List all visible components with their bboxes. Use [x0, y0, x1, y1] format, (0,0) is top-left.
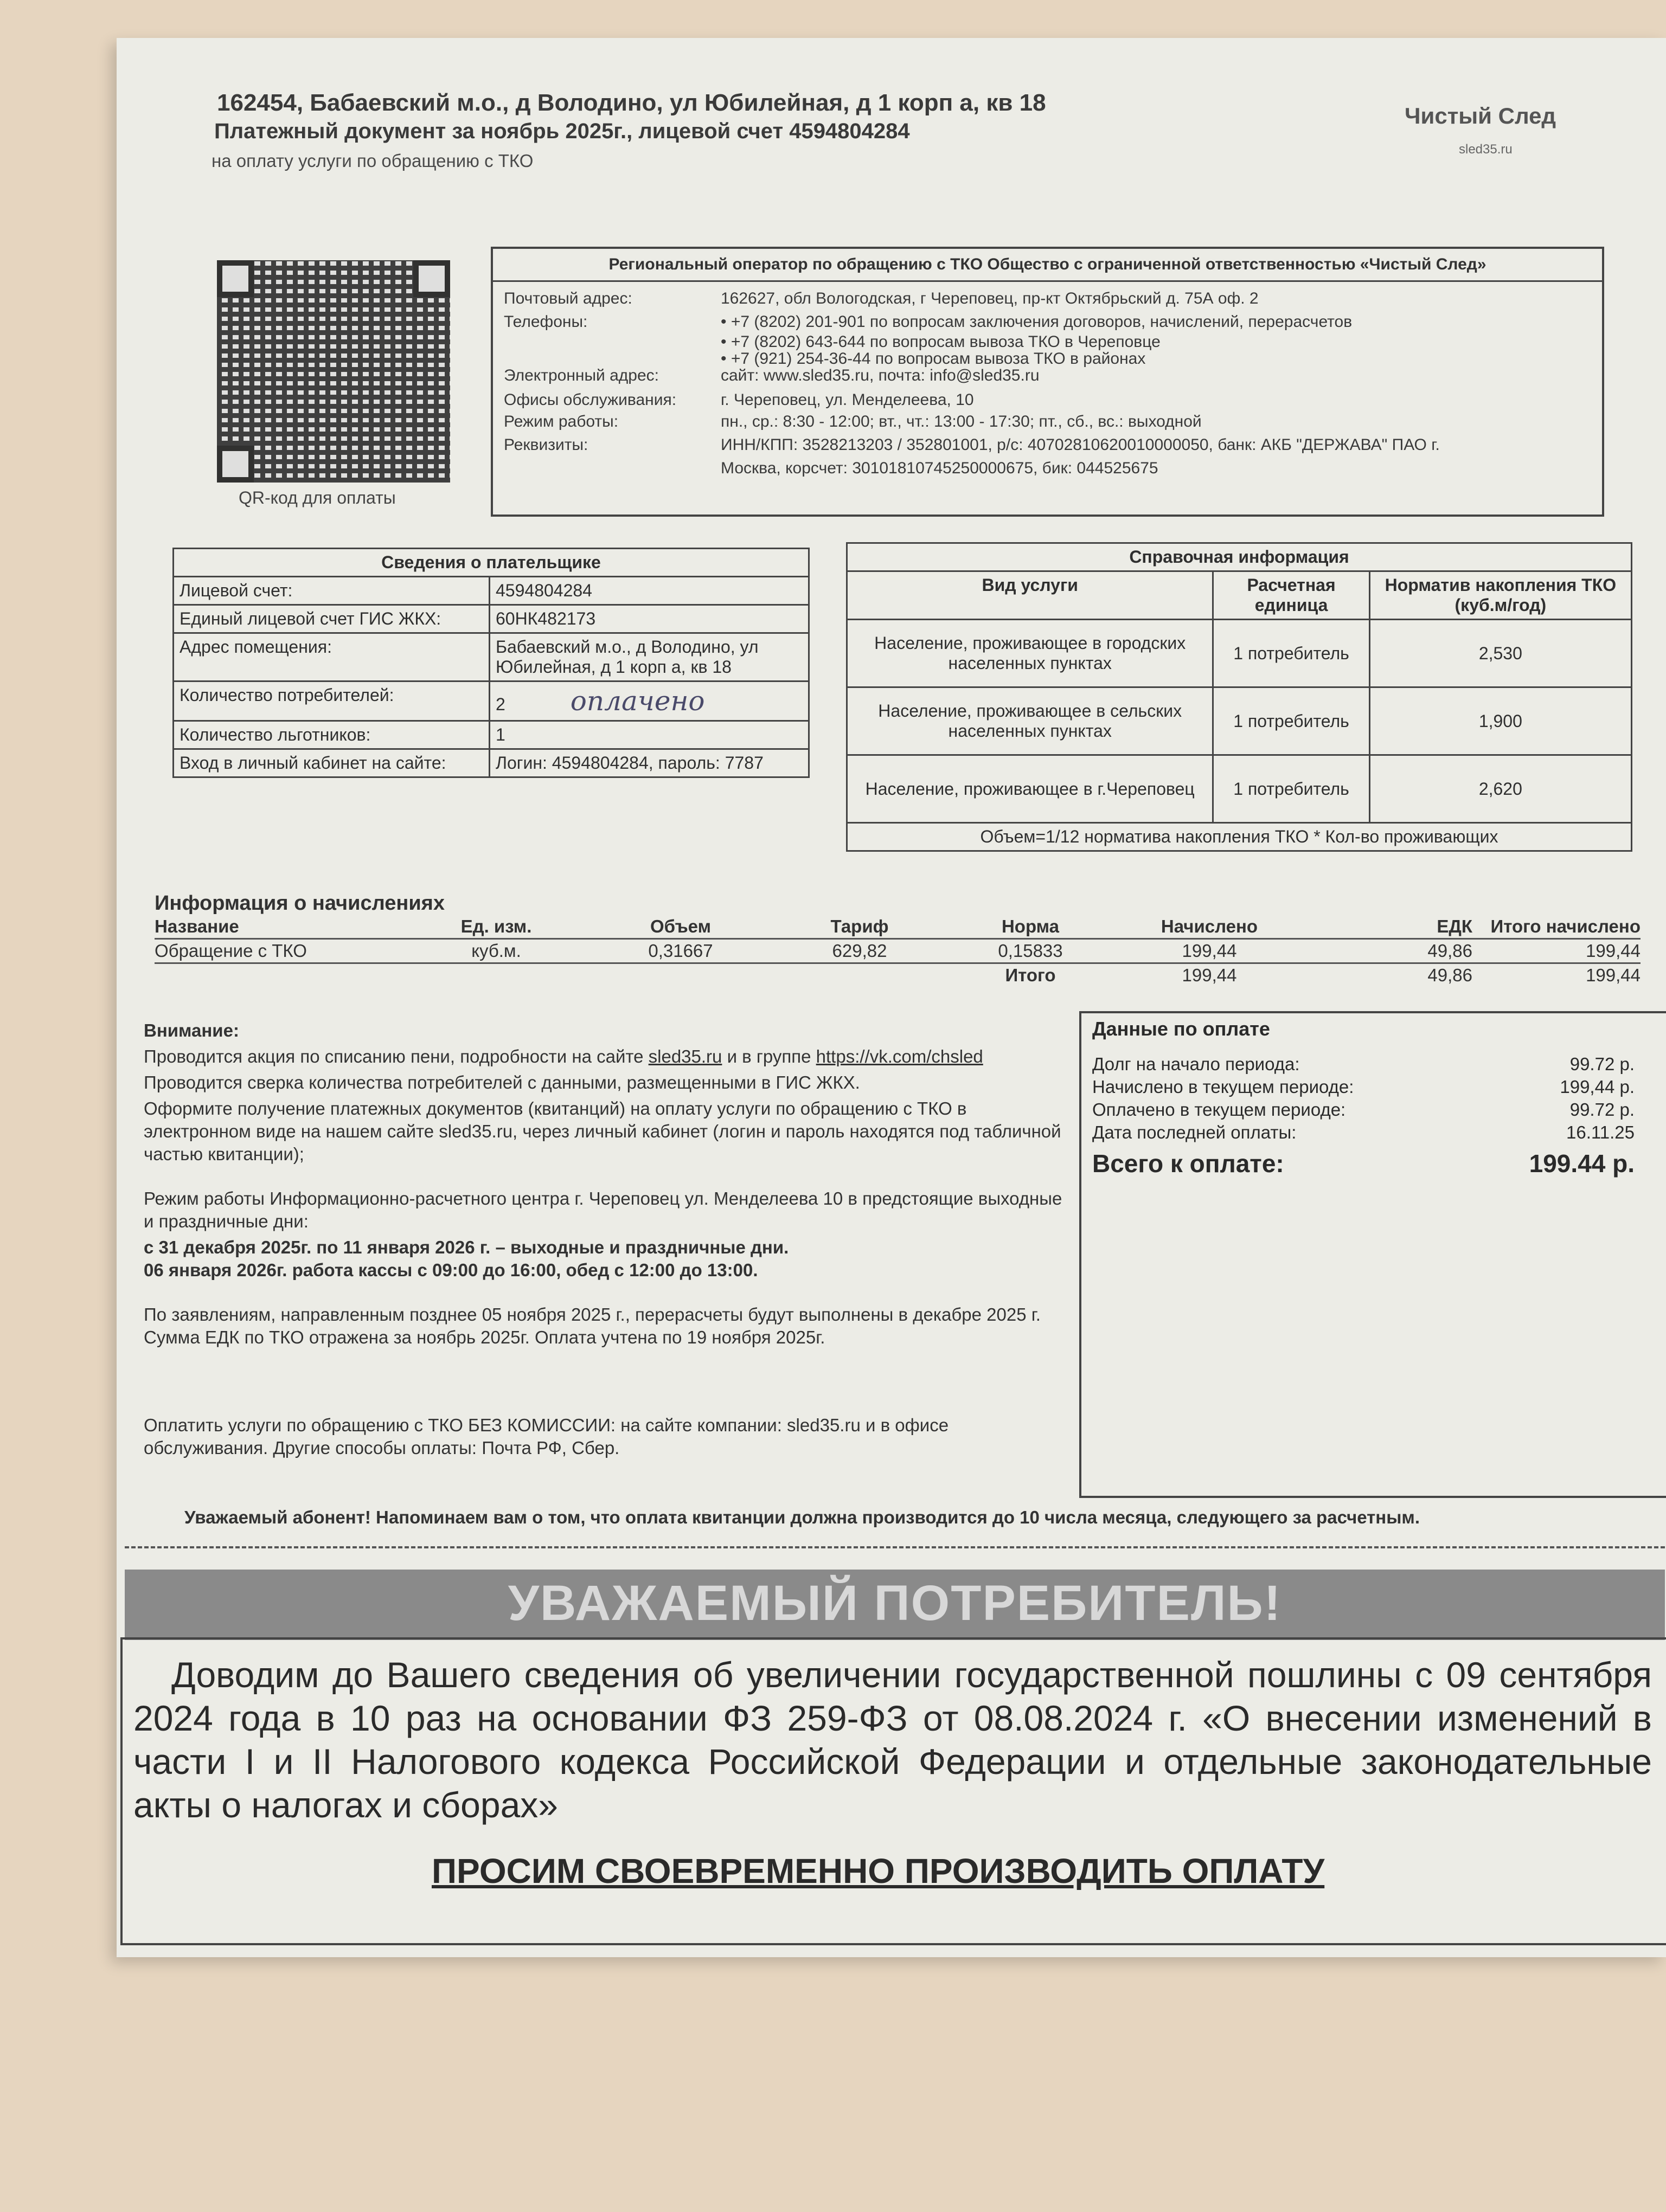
- reference-header: Расчетная единица: [1213, 571, 1369, 620]
- payment-label: Долг на начало периода:: [1092, 1054, 1300, 1074]
- cut-line: [125, 1546, 1665, 1548]
- operator-row-value: • +7 (8202) 643-644 по вопросам вывоза ТКО в Череповце: [721, 333, 1161, 351]
- payer-label: Количество потребителей:: [174, 681, 490, 721]
- payment-row: [1092, 1077, 1635, 1097]
- charges-header: Объем: [650, 916, 711, 936]
- payer-value-text: 1: [496, 725, 505, 744]
- qr-label: QR-код для оплаты: [239, 488, 396, 507]
- payer-label: Адрес помещения:: [174, 633, 490, 681]
- operator-title: Региональный оператор по обращению с ТКО Общество с ограниченной ответственностью «Чистый След»: [493, 249, 1602, 282]
- payment-value: 99.72 р.: [1569, 1099, 1635, 1120]
- qr-finder-icon: [217, 260, 254, 297]
- announcement-box: [120, 1637, 1666, 1945]
- notice-text: Проводится сверка количества потребителей с данными, размещенными в ГИС ЖКХ.: [144, 1072, 860, 1092]
- operator-row-value: 162627, обл Вологодская, г Череповец, пр-кт Октябрьский д. 75А оф. 2: [721, 290, 1259, 307]
- notice-text: Режим работы Информационно-расчетного центра г. Череповец ул. Менделеева 10 в предстоящие выходные и праздничные дни:: [144, 1188, 1062, 1231]
- reference-table-title: Справочная информация: [847, 543, 1632, 571]
- payer-value: [490, 633, 809, 681]
- payer-label: Лицевой счет:: [174, 577, 490, 605]
- notice-heading: Внимание:: [144, 1020, 239, 1040]
- charges-header: Ед. изм.: [460, 916, 532, 936]
- payment-plea: ПРОСИМ СВОЕВРЕМЕННО ПРОИЗВОДИТЬ ОПЛАТУ: [432, 1851, 1325, 1891]
- handwritten-note: оплачено: [570, 685, 705, 717]
- charges-cell: 629,82: [832, 941, 887, 961]
- vk-link[interactable]: https://vk.com/chsled: [816, 1046, 983, 1066]
- reference-cell: 1 потребитель: [1213, 755, 1369, 823]
- payer-table-title: Сведения о плательщике: [174, 549, 809, 577]
- payment-row: [1092, 1122, 1635, 1143]
- charges-header: Норма: [1001, 916, 1060, 936]
- notice-section: [144, 1019, 1066, 1463]
- payment-row: [1092, 1054, 1635, 1075]
- payment-box: [1079, 1011, 1666, 1498]
- payer-value: [490, 721, 809, 749]
- reference-cell: Население, проживающее в сельских населенных пунктах: [847, 687, 1213, 755]
- charges-spacer: [155, 964, 399, 987]
- header-document-title: Платежный документ за ноябрь 2025г., лицевой счет 4594804284: [214, 119, 910, 143]
- charges-header: Тариф: [830, 916, 889, 936]
- charges-cell: 0,15833: [998, 941, 1063, 961]
- charges-cell: куб.м.: [471, 941, 521, 961]
- company-logo: Чистый След: [1405, 103, 1556, 128]
- operator-row-label: Телефоны:: [504, 313, 588, 331]
- payment-value: 199,44 р.: [1560, 1077, 1635, 1097]
- charges-title: Информация о начислениях: [155, 892, 445, 915]
- operator-row-label: Реквизиты:: [504, 436, 588, 454]
- reference-footnote: Объем=1/12 норматива накопления ТКО * Кол-во проживающих: [847, 823, 1632, 851]
- payer-table: [172, 548, 810, 778]
- qr-code-icon: [217, 260, 450, 483]
- qr-finder-icon: [217, 446, 254, 483]
- table-row: [847, 687, 1632, 755]
- table-row: [174, 721, 809, 749]
- charges-spacer: [399, 964, 594, 987]
- charges-header: Итого начислено: [1490, 916, 1641, 936]
- banner: [125, 1570, 1665, 1640]
- notice-text: Проводится акция по списанию пени, подробности на сайте: [144, 1046, 649, 1066]
- payer-value-text: 2: [496, 695, 505, 714]
- operator-row-label: Почтовый адрес:: [504, 290, 632, 307]
- operator-info-box: [491, 247, 1604, 517]
- charges-section: [155, 892, 1641, 987]
- reference-header: Норматив накопления ТКО (куб.м/год): [1369, 571, 1631, 620]
- payer-value: [490, 605, 809, 633]
- reference-cell: Население, проживающее в городских населенных пунктах: [847, 620, 1213, 687]
- operator-row-value: пн., ср.: 8:30 - 12:00; вт., чт.: 13:00 - 17:30; пт., сб., вс.: выходной: [721, 413, 1202, 430]
- table-row: [174, 633, 809, 681]
- charges-spacer: [594, 964, 767, 987]
- payment-label: Начислено в текущем периоде:: [1092, 1077, 1354, 1097]
- operator-row-value: г. Череповец, ул. Менделеева, 10: [721, 391, 974, 409]
- payment-title: Данные по оплате: [1092, 1018, 1270, 1040]
- operator-row-value: • +7 (921) 254-36-44 по вопросам вывоза ТКО в районах: [721, 350, 1146, 368]
- payer-label: Единый лицевой счет ГИС ЖКХ:: [174, 605, 490, 633]
- charges-header: Название: [155, 916, 239, 936]
- charges-total-cell: 199,44: [1182, 965, 1237, 985]
- reference-cell: 1,900: [1369, 687, 1631, 755]
- payment-total-value: 199.44 р.: [1529, 1149, 1635, 1178]
- reference-cell: 2,620: [1369, 755, 1631, 823]
- payment-total-label: Всего к оплате:: [1092, 1149, 1284, 1178]
- payment-row: [1092, 1099, 1635, 1120]
- reference-cell: Население, проживающее в г.Череповец: [847, 755, 1213, 823]
- charges-cell: 49,86: [1427, 941, 1472, 961]
- operator-row-value: Москва, корсчет: 30101810745250000675, бик: 044525675: [721, 459, 1158, 477]
- notice-text: с 31 декабря 2025г. по 11 января 2026 г. – выходные и праздничные дни.: [144, 1237, 789, 1257]
- charges-cell: Обращение с ТКО: [155, 941, 307, 961]
- charges-total-label: Итого: [1005, 965, 1056, 985]
- announcement-text: Доводим до Вашего сведения об увеличении государственной пошлины с 09 сентября 2024 года в 10 раз на основании ФЗ 259-ФЗ от 08.08.2024 г. «О внесении изменений в части I и II Налогового кодекса Российской Федерации и отдельные законодательные акты о налогах и сборах»: [133, 1655, 1652, 1825]
- table-row: [847, 620, 1632, 687]
- payment-reminder: Уважаемый абонент! Напоминаем вам о том, что оплата квитанции должна производится до 10 числа месяца, следующего за расчетным.: [184, 1507, 1420, 1527]
- site-link[interactable]: sled35.ru: [648, 1046, 722, 1066]
- payer-value: [490, 681, 809, 721]
- payment-value: 99.72 р.: [1569, 1054, 1635, 1074]
- charges-total-cell: 49,86: [1427, 965, 1472, 985]
- reference-table: [846, 542, 1632, 852]
- notice-text: 06 января 2026г. работа кассы с 09:00 до 16:00, обед с 12:00 до 13:00.: [144, 1260, 758, 1280]
- charges-cell: 199,44: [1586, 941, 1641, 961]
- notice-text: Сумма ЕДК по ТКО отражена за ноябрь 2025г. Оплата учтена по 19 ноября 2025г.: [144, 1327, 825, 1347]
- payer-value-text: 60НК482173: [496, 609, 596, 628]
- banner-title: УВАЖАЕМЫЙ ПОТРЕБИТЕЛЬ!: [508, 1576, 1282, 1631]
- payer-value-text: 4594804284: [496, 581, 592, 600]
- header-address: 162454, Бабаевский м.о., д Володино, ул Юбилейная, д 1 корп а, кв 18: [217, 89, 1046, 116]
- payment-total: [1092, 1149, 1635, 1178]
- reference-cell: 1 потребитель: [1213, 687, 1369, 755]
- payer-value-text: Бабаевский м.о., д Володино, ул Юбилейная, д 1 корп а, кв 18: [496, 637, 759, 677]
- charges-spacer: [767, 964, 952, 987]
- charges-total-cell: 199,44: [1586, 965, 1641, 985]
- operator-row-label: Режим работы:: [504, 413, 619, 430]
- notice-text: Оплатить услуги по обращению с ТКО БЕЗ КОМИССИИ: на сайте компании: sled35.ru и в офисе обслуживания. Другие способы оплаты: Почта РФ, Сбер.: [144, 1415, 949, 1458]
- payer-label: Количество льготников:: [174, 721, 490, 749]
- header-subtitle: на оплату услуги по обращению с ТКО: [212, 151, 534, 171]
- reference-cell: 1 потребитель: [1213, 620, 1369, 687]
- operator-row-label: Электронный адрес:: [504, 366, 659, 384]
- notice-text: Оформите получение платежных документов (квитанций) на оплату услуги по обращению с ТКО в электронном виде на нашем сайте sled35.ru, через личный кабинет (логин и пароль находятся под табличной частью квитанции);: [144, 1098, 1061, 1164]
- charges-header: Начислено: [1161, 916, 1258, 936]
- charges-header: ЕДК: [1437, 916, 1472, 936]
- charges-cell: 0,31667: [648, 941, 713, 961]
- table-row: [174, 605, 809, 633]
- table-row: [174, 681, 809, 721]
- operator-row-value: ИНН/КПП: 3528213203 / 352801001, р/с: 40702810620010000050, банк: АКБ "ДЕРЖАВА" ПАО г.: [721, 436, 1440, 454]
- payer-label: Вход в личный кабинет на сайте:: [174, 749, 490, 777]
- charges-cell: 199,44: [1182, 941, 1237, 961]
- reference-cell: 2,530: [1369, 620, 1631, 687]
- table-row: [847, 755, 1632, 823]
- company-logo-site: sled35.ru: [1459, 142, 1513, 157]
- table-row: [174, 749, 809, 777]
- operator-row-value: сайт: www.sled35.ru, почта: info@sled35.ru: [721, 366, 1040, 384]
- payer-value: [490, 577, 809, 605]
- reference-header: Вид услуги: [847, 571, 1213, 620]
- operator-row-value: • +7 (8202) 201-901 по вопросам заключения договоров, начислений, перерасчетов: [721, 313, 1353, 331]
- notice-text: По заявлениям, направленным позднее 05 ноября 2025 г., перерасчеты будут выполнены в декабре 2025 г.: [144, 1304, 1041, 1324]
- operator-row-label: Офисы обслуживания:: [504, 391, 677, 409]
- payer-value: [490, 749, 809, 777]
- payment-value: 16.11.25: [1566, 1122, 1635, 1142]
- payment-label: Дата последней оплаты:: [1092, 1122, 1297, 1142]
- table-row: [174, 577, 809, 605]
- qr-finder-icon: [413, 260, 450, 297]
- notice-text: и в группе: [722, 1046, 816, 1066]
- payer-value-text: Логин: 4594804284, пароль: 7787: [496, 753, 764, 773]
- payment-label: Оплачено в текущем периоде:: [1092, 1099, 1346, 1120]
